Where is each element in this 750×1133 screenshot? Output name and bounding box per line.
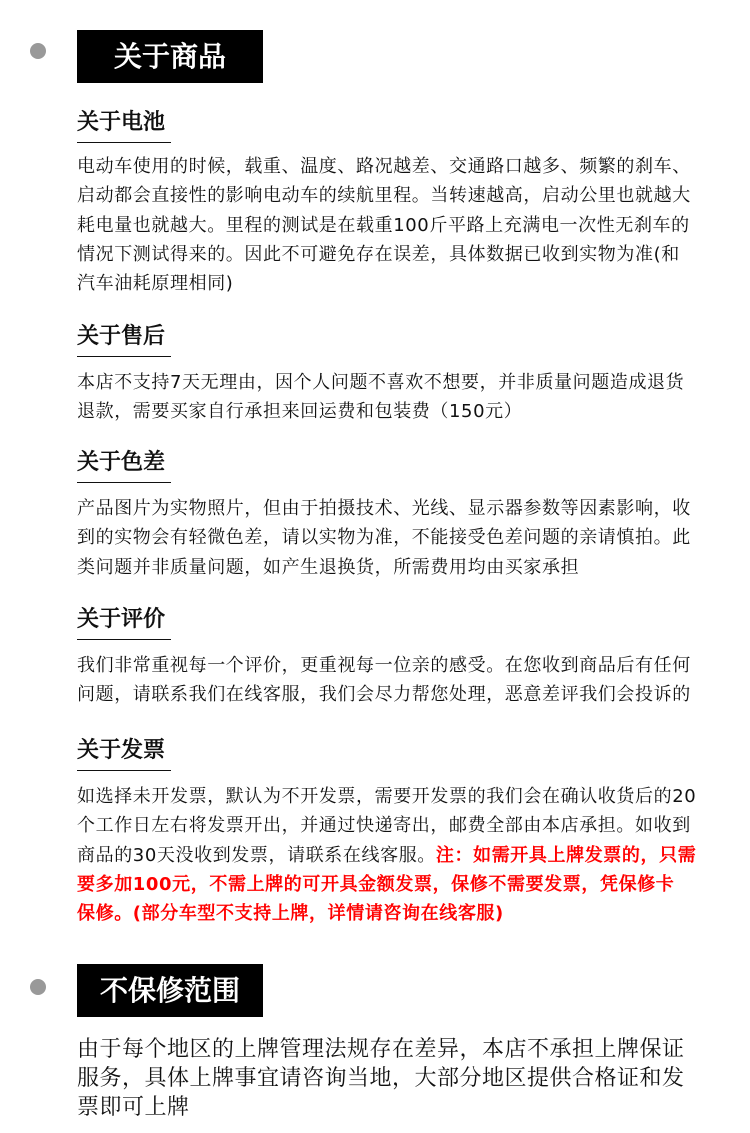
notice-red-text: 要多加100元，不需上牌的可开具金额发票，保修不需要发票，凭保修卡 <box>77 873 675 895</box>
heading-invoice: 关于发票 <box>77 736 171 771</box>
battery-text <box>77 152 691 298</box>
text-line: 如选择未开发票，默认为不开发票，需要开发票的我们会在确认收货后的20 <box>77 786 697 807</box>
text-line: 个工作日左右将发票开出，并通过快递寄出，邮费全部由本店承担。如收到 <box>77 815 691 837</box>
heading-battery: 关于电池 <box>77 108 171 143</box>
text-line: 本店不支持7天无理由，因个人问题不喜欢不想要，并非质量问题造成退货 <box>77 372 685 393</box>
text-line: 耗电量也就越大。里程的测试是在载重100斤平路上充满电一次性无刹车的 <box>77 214 690 236</box>
text-line: 电动车使用的时候，载重、温度、路况越差、交通路口越多、频繁的刹车、 <box>77 156 691 177</box>
text-line: 类问题并非质量问题，如产生退换货，所需费用均由买家承担 <box>77 556 580 578</box>
notice-red-text: 保修。(部分车型不支持上牌，详情请咨询在线客服) <box>77 903 504 925</box>
text-line: 服务，具体上牌事宜请咨询当地，大部分地区提供合格证和发 <box>77 1066 685 1091</box>
text-line: 启动都会直接性的影响电动车的续航里程。当转速越高，启动公里也就越大 <box>77 185 691 207</box>
text-line: 汽车油耗原理相同) <box>77 273 234 295</box>
section-title-about-product: 关于商品 <box>77 30 263 83</box>
heading-aftersale: 关于售后 <box>77 322 171 357</box>
no-warranty-text <box>77 1035 685 1122</box>
heading-color-difference: 关于色差 <box>77 448 171 483</box>
notice-red-text: 注：如需开具上牌发票的，只需 <box>435 844 697 866</box>
review-text <box>77 651 691 710</box>
text-line: 问题，请联系我们在线客服，我们会尽力帮您处理，恶意差评我们会投诉的 <box>77 684 691 706</box>
text-line: 票即可上牌 <box>77 1095 190 1120</box>
text-line: 由于每个地区的上牌管理法规存在差异，本店不承担上牌保证 <box>77 1037 685 1062</box>
heading-review: 关于评价 <box>77 605 171 640</box>
text-line: 退款，需要买家自行承担来回运费和包装费（150元） <box>77 401 523 423</box>
section-title-no-warranty: 不保修范围 <box>77 964 263 1017</box>
text-line: 产品图片为实物照片，但由于拍摄技术、光线、显示器参数等因素影响，收 <box>77 498 691 519</box>
bullet-dot-icon <box>30 43 46 59</box>
text-normal: 商品的30天没收到发票，请联系在线客服。 <box>77 844 436 866</box>
text-line: 我们非常重视每一个评价，更重视每一位亲的感受。在您收到商品后有任何 <box>77 655 691 676</box>
bullet-dot-icon <box>30 979 46 995</box>
text-line: 情况下测试得来的。因此不可避免存在误差，具体数据已收到实物为准(和 <box>77 243 680 265</box>
text-line <box>77 841 696 870</box>
color-text <box>77 494 691 582</box>
aftersale-text <box>77 368 684 427</box>
text-line: 到的实物会有轻微色差，请以实物为准，不能接受色差问题的亲请慎拍。此 <box>77 527 691 549</box>
invoice-text <box>77 782 696 928</box>
